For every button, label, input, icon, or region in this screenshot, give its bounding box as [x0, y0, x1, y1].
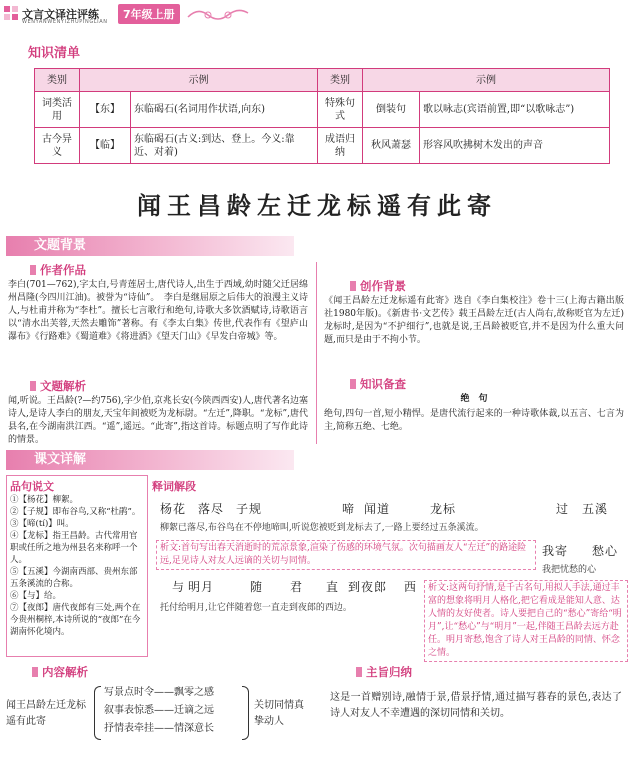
table-cell: 【东】	[80, 92, 131, 128]
list-item: ⑥【与】给。	[10, 591, 62, 601]
poem-word: 直	[326, 580, 340, 594]
col-header: 类别	[35, 69, 80, 92]
translation-line-2a: 我把忧愁的心	[542, 565, 597, 575]
sentence-notes-title: 品句说文	[10, 480, 54, 493]
table-cell: 秋风萧瑟	[363, 128, 420, 164]
table-cell: 古今异义	[35, 128, 80, 164]
poem-word: 明月	[188, 580, 215, 594]
table-cell: 东临碣石(古义:到达、登上。今义:靠近、对着)	[131, 128, 318, 164]
poem-word: 五溪	[582, 502, 609, 516]
table-row	[35, 128, 610, 164]
poem-word: 龙标	[430, 502, 457, 516]
table-cell: 特殊句式	[318, 92, 363, 128]
poem-word: 愁心	[592, 544, 619, 558]
analysis-note-1: 析文:首句写出春天消逝时的荒凉景象,渲染了伤感的环境气氛。次句描画友人“左迁”的路途险远,足见诗人对友人远谪的关切与同情。	[156, 540, 536, 570]
dots-decoration-icon	[4, 6, 18, 20]
theme-heading: 主旨归纳	[356, 664, 412, 680]
poem-word: 闻道	[364, 502, 391, 516]
brand-title: 文言文译注评练	[22, 8, 99, 21]
cloud-swirl-icon	[186, 5, 256, 23]
author-heading: 作者作品	[30, 262, 86, 278]
table-header-row	[35, 69, 610, 92]
section-band-detail: 课文详解	[6, 450, 294, 470]
table-cell: 形容风吹拂树木发出的声音	[420, 128, 610, 164]
section-band-background: 文题背景	[6, 236, 294, 256]
table-cell: 倒装句	[363, 92, 420, 128]
creation-heading: 创作背景	[350, 278, 406, 294]
list-item: 写景点时令——飘零之感	[104, 687, 214, 698]
poem-word: 到夜郎	[348, 580, 388, 594]
analysis-note-2: 析文:这两句抒情,是千古名句,用拟人手法,通过丰富的想象将明月人格化,把它看成是能知人意、达人情的友好使者。诗人要把自己的“愁心”寄给“明月”,让“愁心”与“明月”一起,伴随王昌龄去远方赴任。明月寄愁,饱含了诗人对王昌龄的同情、怀念之情。	[424, 580, 628, 662]
creation-text: 《闻王昌龄左迁龙标遥有此寄》选自《李白集校注》卷十三(上海古籍出版社1980年版)。《新唐书·文艺传》载王昌龄左迁(古人尚右,故称贬官为左迁)龙标时,是因为“不护细行”,也就是说,王昌龄被贬官,并不是因为什么重大问题,而只是由于不拘小节。	[324, 296, 624, 345]
table-cell: 【临】	[80, 128, 131, 164]
table-row	[35, 92, 610, 128]
table-cell: 歌以咏志(宾语前置,即“以歌咏志”)	[420, 92, 610, 128]
col-header: 示例	[363, 69, 610, 92]
translation-line-2b: 托付给明月,让它伴随着您一直走到夜郎的西边。	[160, 603, 352, 613]
translation-line-1: 柳絮已落尽,布谷鸟在不停地啼叫,听说您被贬到龙标去了,一路上要经过五条溪流。	[160, 523, 484, 533]
jueju-text: 绝句,四句一首,短小精悍。是唐代流行起来的一种诗歌体裁,以五言、七言为主,简称五绝、七绝。	[324, 409, 624, 432]
analysis-middle	[104, 684, 214, 738]
sentence-notes-list	[10, 494, 142, 638]
list-item: ①【杨花】柳絮。	[10, 495, 79, 505]
title-analysis-text: 闻,听说。王昌龄(?—约756),字少伯,京兆长安(今陕西西安)人,唐代著名边塞诗人,是诗人李白的朋友,天宝年间被贬为龙标尉。“左迁”,降职。“龙标”,唐代县名,在今湖南洪江西。“遥”,遥远。“此寄”,指这首诗。标题点明了写作此诗的情景。	[8, 396, 308, 445]
poem-word: 啼	[342, 502, 356, 516]
content-analysis-diagram	[6, 684, 306, 746]
theme-text: 这是一首赠别诗,融情于景,借景抒情,通过描写暮春的景色,表达了诗人对友人不幸遭遇的深切同情和关切。	[330, 692, 622, 719]
list-item: ⑤【五溪】今湖南西部、贵州东部五条溪流的合称。	[10, 567, 138, 589]
brand-subtitle: WENYANWENYIZHUPINGLIAN	[22, 19, 108, 25]
knowledge-check-heading: 知识备查	[350, 376, 406, 392]
title-analysis-heading: 文题解析	[30, 378, 86, 394]
list-item: ④【龙标】指王昌龄。古代常用官职或任所之地为州县名来称呼一个人。	[10, 531, 138, 565]
list-item: 抒情表牵挂——情深意长	[104, 723, 214, 734]
analysis-right: 关切同情真挚动人	[254, 700, 304, 727]
word-paragraph-title: 释词解段	[152, 480, 196, 493]
poem-word: 子规	[236, 502, 263, 516]
col-header: 类别	[318, 69, 363, 92]
page-title: 闻王昌龄左迁龙标遥有此寄	[137, 191, 497, 220]
list-item: ③【啼(tí)】叫。	[10, 519, 74, 529]
poem-word: 随	[250, 580, 264, 594]
table-cell: 东临碣石(名词用作状语,向东)	[131, 92, 318, 128]
table-cell: 成语归纳	[318, 128, 363, 164]
author-text: 李白(701—762),字太白,号青莲居士,唐代诗人,出生于西域,幼时随父迁居绵州昌隆(今四川江油)。被誉为“诗仙”。 李白是继屈原之后伟大的浪漫主义诗人,与杜甫并称为“李杜”。擅长七言歌行和绝句,诗歌大多饮酒赋诗,诗歌语言以“清水出芙蓉,天然去雕饰”著称。有《李太白集》传世,代表作有《望庐山瀑布》《行路难》《蜀道难》《将进酒》《望天门山》《早发白帝城》等。	[8, 280, 308, 342]
left-brace	[94, 686, 101, 740]
poem-word: 我寄	[542, 544, 569, 558]
right-brace	[242, 686, 249, 740]
poem-word: 落尽	[198, 502, 225, 516]
table-cell: 词类活用	[35, 92, 80, 128]
knowledge-title: 知识清单	[28, 46, 81, 61]
jueju-title: 绝 句	[460, 394, 488, 404]
poem-word: 君	[290, 580, 304, 594]
poem-word: 西	[404, 580, 418, 594]
poem-word: 过	[556, 502, 570, 516]
column-divider	[316, 262, 317, 444]
knowledge-table	[34, 68, 610, 164]
list-item: 叙事表惊悉——迁谪之远	[104, 705, 214, 716]
col-header: 示例	[80, 69, 318, 92]
content-analysis-heading: 内容解析	[32, 664, 88, 680]
poem-word: 与	[172, 580, 186, 594]
poem-word: 杨花	[160, 502, 187, 516]
list-item: ②【子规】即布谷鸟,又称“杜鹃”。	[10, 507, 141, 517]
analysis-left: 闻王昌龄左迁龙标遥有此寄	[6, 700, 86, 727]
page-header	[0, 0, 634, 30]
list-item: ⑦【夜郎】唐代夜郎有三处,两个在今贵州桐梓,本诗所说的“夜郎”在今湖南怀化境内。	[10, 603, 141, 637]
grade-badge: 7年级上册	[118, 4, 180, 24]
